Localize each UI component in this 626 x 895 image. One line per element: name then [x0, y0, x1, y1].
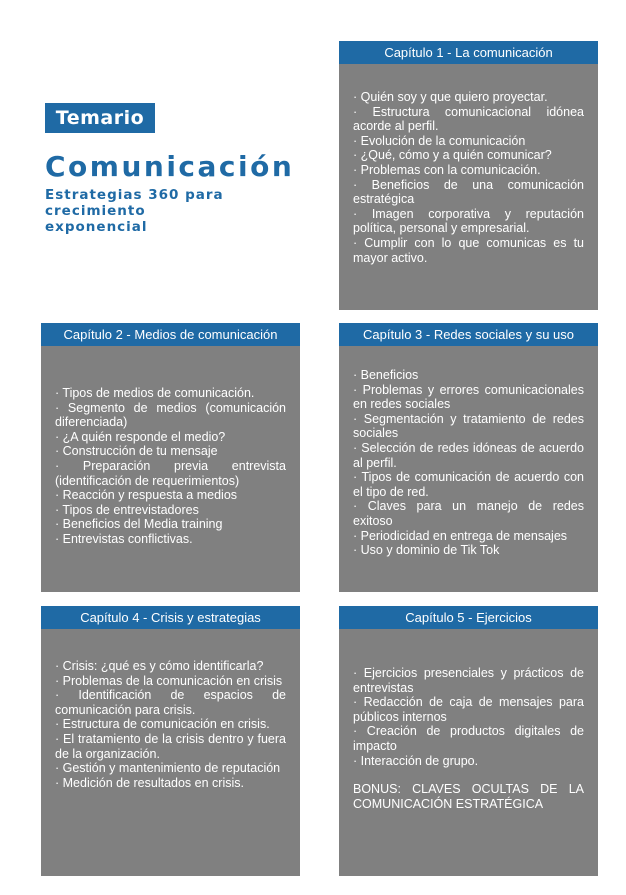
page-title: Comunicación [45, 150, 295, 183]
temario-badge: Temario [45, 103, 155, 133]
page-subtitle: Estrategias 360 para crecimiento exponencial [45, 187, 224, 235]
list-item: · Medición de resultados en crisis. [55, 775, 244, 790]
list-item: · Periodicidad en entrega de mensajes [353, 528, 568, 543]
list-item: · Beneficios de una comunicación estratégica [353, 177, 584, 207]
list-item: · Beneficios del Media training [55, 517, 223, 532]
list-item: · Estructura comunicacional idónea acorde al perfil. [353, 104, 584, 134]
list-item: · Estructura de comunicación en crisis. [55, 717, 270, 732]
list-item: · Quién soy y que quiero proyectar. [353, 90, 548, 104]
list-item: · Problemas y errores comunicacionales en redes sociales [353, 382, 584, 412]
chapter-card-1 [339, 41, 598, 310]
list-item: · Imagen corporativa y reputación política, personal y empresarial. [353, 206, 584, 236]
bonus-text: BONUS: CLAVES OCULTAS DE LA COMUNICACIÓN ESTRATÉGICA [353, 782, 584, 811]
list-item: · Tipos de medios de comunicación. [55, 386, 255, 400]
chapter-card-5 [339, 606, 598, 876]
chapter-card-3 [339, 323, 598, 592]
chapter-card-2 [41, 323, 300, 592]
list-item: · Ejercicios presenciales y prácticos de entrevistas [353, 666, 584, 695]
list-item: · Segmento de medios (comunicación diferenciada) [55, 400, 286, 430]
chapter-body [339, 629, 598, 811]
list-item: · Problemas de la comunicación en crisis [55, 673, 283, 688]
list-item: · Tipos de entrevistadores [55, 502, 199, 517]
list-item: · Segmentación y tratamiento de redes sociales [353, 411, 584, 441]
list-item: · Preparación previa entrevista (identificación de requerimientos) [55, 458, 286, 488]
list-item: · Problemas con la comunicación. [353, 162, 541, 177]
list-item: · Selección de redes idóneas de acuerdo al perfil. [353, 440, 584, 470]
list-item: · Identificación de espacios de comunicación para crisis. [55, 688, 286, 717]
chapter-title: Capítulo 2 - Medios de comunicación [41, 323, 300, 346]
list-item: · Crisis: ¿qué es y cómo identificarla? [55, 659, 264, 673]
chapter-title: Capítulo 3 - Redes sociales y su uso [339, 323, 598, 346]
list-item: · Claves para un manejo de redes exitoso [353, 499, 584, 528]
list-item: · Tipos de comunicación de acuerdo con el tipo de red. [353, 470, 584, 499]
list-item: · ¿Qué, cómo y a quién comunicar? [353, 148, 552, 163]
list-item: · Cumplir con lo que comunicas es tu mayor activo. [353, 235, 584, 265]
chapter-body [41, 629, 300, 790]
list-item: · Beneficios [353, 368, 419, 382]
list-item: · Uso y dominio de Tik Tok [353, 543, 500, 558]
chapter-title: Capítulo 4 - Crisis y estrategias [41, 606, 300, 629]
chapter-body [339, 346, 598, 558]
list-item: · Entrevistas conflictivas. [55, 531, 193, 546]
chapter-body [41, 346, 300, 547]
list-item: · Construcción de tu mensaje [55, 444, 218, 459]
list-item: · Creación de productos digitales de impacto [353, 724, 584, 753]
chapter-title: Capítulo 5 - Ejercicios [339, 606, 598, 629]
list-item: · Reacción y respuesta a medios [55, 488, 238, 503]
list-item: · Interacción de grupo. [353, 753, 479, 768]
list-item: · Redacción de caja de mensajes para públicos internos [353, 695, 584, 724]
list-item: · Gestión y mantenimiento de reputación [55, 761, 281, 776]
chapter-card-4 [41, 606, 300, 876]
chapter-body [339, 64, 598, 265]
list-item: · ¿A quién responde el medio? [55, 429, 226, 444]
chapter-title: Capítulo 1 - La comunicación [339, 41, 598, 64]
list-item: · El tratamiento de la crisis dentro y fuera de la organización. [55, 731, 286, 761]
list-item: · Evolución de la comunicación [353, 133, 526, 148]
